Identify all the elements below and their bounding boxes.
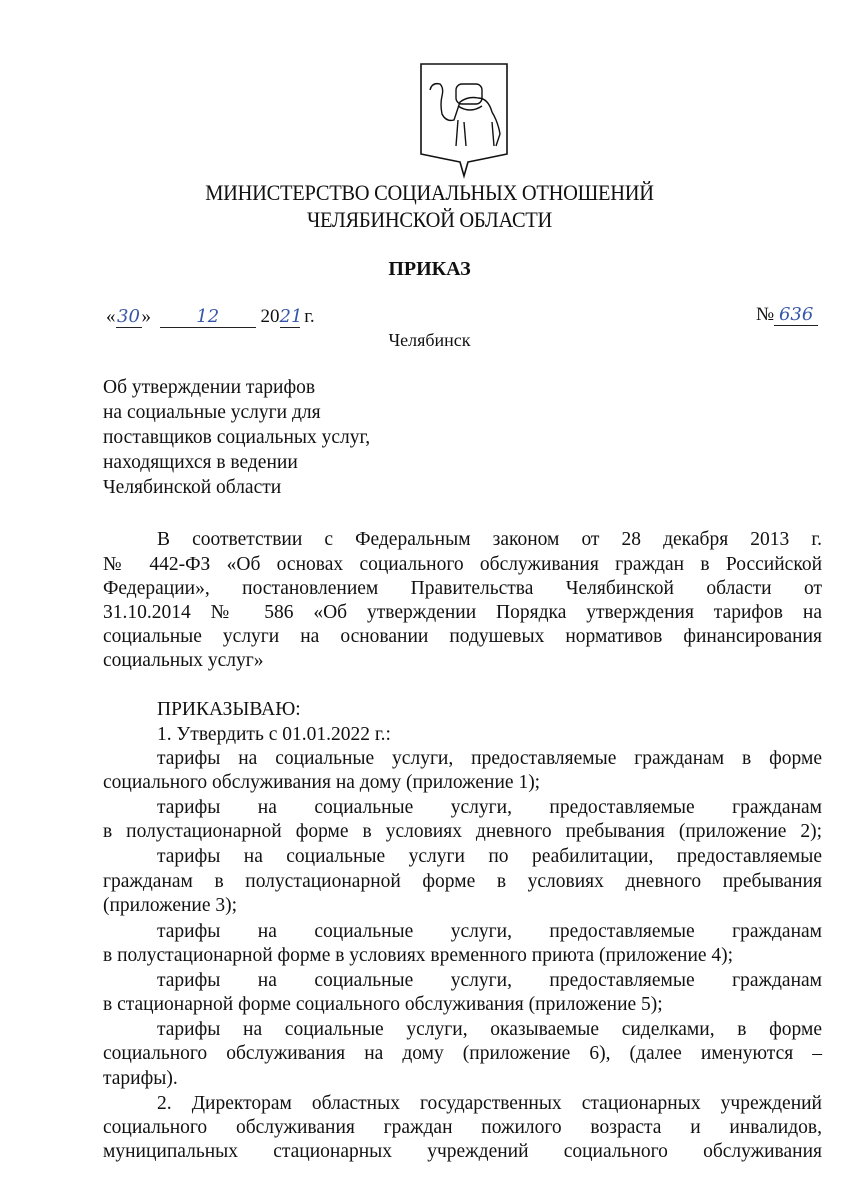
body-line: 1. Утвердить с 01.01.2022 г.: bbox=[157, 724, 391, 745]
date-year-suffix: 21 bbox=[279, 306, 303, 327]
subject-line: Об утверждении тарифов bbox=[103, 377, 316, 398]
order-verb: ПРИКАЗЫВАЮ: bbox=[157, 699, 301, 720]
body-line: социальные услуги на основании подушевых нормативов финансирования bbox=[103, 626, 822, 647]
body-line: 2. Директорам областных государственных стационарных учреждений bbox=[157, 1093, 822, 1114]
date-day: 30 bbox=[117, 306, 140, 327]
number-sign: № bbox=[756, 304, 775, 325]
body-line: тарифы). bbox=[103, 1068, 178, 1089]
order-number bbox=[756, 304, 818, 326]
body-line: 31.10.2014 № 586 «Об утверждении Порядка утверждения тарифов на bbox=[103, 602, 822, 623]
date-month: 12 bbox=[160, 307, 256, 328]
subject-line: на социальные услуги для bbox=[103, 402, 321, 423]
body-line: гражданам в полустационарной форме в условиях дневного пребывания bbox=[103, 871, 822, 892]
order-date: «30» 12 2021 г. bbox=[106, 306, 315, 327]
body-line: социального обслуживания на дому (приложение 1); bbox=[103, 772, 541, 793]
body-line: социальных услуг» bbox=[103, 650, 264, 671]
body-line: В соответствии с Федеральным законом от 28 декабря 2013 г. bbox=[157, 529, 822, 550]
subject-line: поставщиков социальных услуг, bbox=[103, 427, 371, 448]
city: Челябинск bbox=[388, 330, 471, 350]
year-abbrev: г. bbox=[304, 306, 315, 327]
number-value: 636 bbox=[774, 305, 818, 326]
body-line: тарифы на социальные услуги по реабилитации, предоставляемые bbox=[157, 846, 822, 867]
body-line: (приложение 3); bbox=[103, 895, 238, 916]
coat-of-arms-emblem bbox=[418, 62, 510, 180]
ministry-name-line-1: МИНИСТЕРСТВО СОЦИАЛЬНЫХ ОТНОШЕНИЙ bbox=[205, 180, 654, 205]
subject-line: находящихся в ведении bbox=[103, 452, 298, 473]
body-line: тарифы на социальные услуги, предоставляемые гражданам в форме bbox=[157, 748, 822, 769]
body-line: муниципальных стационарных учреждений социального обслуживания bbox=[103, 1141, 822, 1162]
body-line: тарифы на социальные услуги, предоставляемые гражданам bbox=[157, 797, 822, 818]
body-line: Федерации», постановлением Правительства Челябинской области от bbox=[103, 578, 822, 599]
body-line: тарифы на социальные услуги, предоставляемые гражданам bbox=[157, 970, 822, 991]
subject-line: Челябинской области bbox=[103, 477, 282, 498]
body-line: в стационарной форме социального обслуживания (приложение 5); bbox=[103, 994, 663, 1015]
body-line: тарифы на социальные услуги, предоставляемые гражданам bbox=[157, 921, 822, 942]
body-line: в полустационарной форме в условиях дневного пребывания (приложение 2); bbox=[103, 821, 822, 842]
body-line: № 442-ФЗ «Об основах социального обслуживания граждан в Российской bbox=[103, 554, 822, 575]
body-line: тарифы на социальные услуги, оказываемые сиделками, в форме bbox=[157, 1019, 822, 1040]
ministry-name-line-2: ЧЕЛЯБИНСКОЙ ОБЛАСТИ bbox=[306, 207, 553, 232]
date-year-prefix: 20 bbox=[260, 306, 280, 327]
doc-type-title: ПРИКАЗ bbox=[388, 258, 471, 280]
body-line: социального обслуживания на дому (приложение 6), (далее именуются – bbox=[103, 1043, 822, 1064]
body-line: социального обслуживания граждан пожилого возраста и инвалидов, bbox=[103, 1117, 822, 1138]
body-line: в полустационарной форме в условиях временного приюта (приложение 4); bbox=[103, 945, 734, 966]
